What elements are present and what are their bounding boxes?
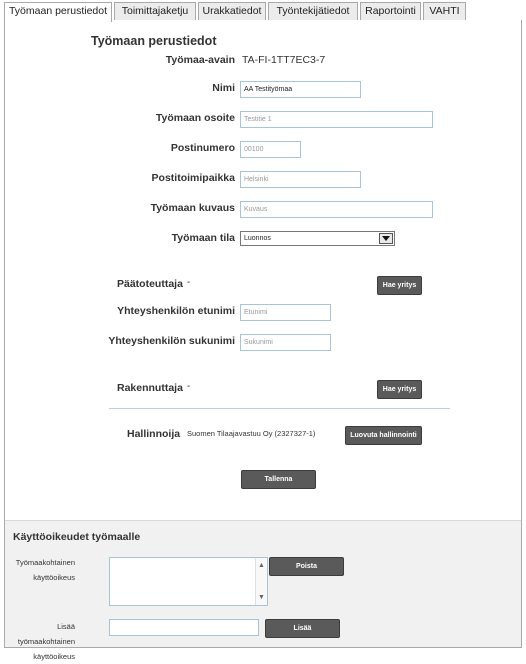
contact-first-name-label: Yhteyshenkilön etunimi xyxy=(117,305,235,317)
tab-contract-info[interactable]: Urakkatiedot xyxy=(198,2,266,21)
permissions-section xyxy=(5,520,521,661)
add-right-button[interactable]: Lisää xyxy=(265,619,340,638)
divider xyxy=(109,408,450,409)
status-label: Työmaan tila xyxy=(171,232,235,244)
site-key-value: TA-FI-1TT7EC3-7 xyxy=(242,54,326,66)
scroll-down-icon[interactable]: ▼ xyxy=(258,594,265,601)
name-input[interactable]: AA Testityömaa xyxy=(240,81,361,98)
tab-site-basics[interactable]: Työmaan perustiedot xyxy=(4,2,112,22)
scroll-up-icon[interactable]: ▲ xyxy=(258,562,265,569)
contact-last-name-input[interactable]: Sukunimi xyxy=(240,334,331,351)
site-rights-label xyxy=(5,555,75,585)
contact-first-name-input[interactable]: Etunimi xyxy=(240,304,331,321)
tab-vahti[interactable]: VAHTI xyxy=(423,2,466,21)
add-right-label-line1: Lisää työmaakohtainen xyxy=(17,622,75,646)
admin-label: Hallinnoija xyxy=(127,428,181,440)
builder-value: - xyxy=(187,381,191,392)
contact-last-name-label: Yhteyshenkilön sukunimi xyxy=(108,335,235,347)
address-label: Työmaan osoite xyxy=(155,112,235,124)
city-label: Postitoimipaikka xyxy=(151,172,235,184)
section-title: Työmaan perustiedot xyxy=(91,34,217,48)
add-right-label xyxy=(5,619,75,664)
postal-code-label: Postinumero xyxy=(170,142,235,154)
site-rights-label-line2: käyttöoikeus xyxy=(33,573,75,582)
site-rights-label-line1: Työmaakohtainen xyxy=(15,558,75,567)
postal-code-input[interactable]: 00100 xyxy=(240,141,301,158)
city-input[interactable]: Helsinki xyxy=(240,171,361,188)
tab-worker-info[interactable]: Työntekijätiedot xyxy=(268,2,358,21)
main-contractor-value: - xyxy=(187,277,191,288)
builder-label: Rakennuttaja xyxy=(117,382,183,394)
status-select-value: Luonnos xyxy=(244,235,271,242)
add-right-label-line2: käyttöoikeus xyxy=(33,652,75,661)
name-label: Nimi xyxy=(212,82,235,94)
site-key-label: Työmaa-avain xyxy=(165,54,235,66)
admin-value: Suomen Tilaajavastuu Oy (2327327-1) xyxy=(187,429,316,438)
find-builder-button[interactable]: Hae yritys xyxy=(377,380,422,399)
chevron-down-icon[interactable] xyxy=(379,233,393,244)
save-button[interactable]: Tallenna xyxy=(241,470,316,489)
main-contractor-label: Päätoteuttaja xyxy=(117,278,183,290)
remove-right-button[interactable]: Poista xyxy=(269,557,344,576)
transfer-admin-button[interactable]: Luovuta hallinnointi xyxy=(345,426,422,445)
tab-reporting[interactable]: Raportointi xyxy=(360,2,421,21)
list-scrollbar[interactable] xyxy=(255,558,267,605)
site-rights-list[interactable] xyxy=(109,557,268,606)
status-select[interactable] xyxy=(240,231,395,246)
description-label: Työmaan kuvaus xyxy=(150,202,235,214)
address-input[interactable]: Testitie 1 xyxy=(240,111,433,128)
add-right-input[interactable] xyxy=(109,619,259,636)
permissions-title: Käyttöoikeudet työmaalle xyxy=(13,531,141,543)
description-input[interactable]: Kuvaus xyxy=(240,201,433,218)
find-main-contractor-button[interactable]: Hae yritys xyxy=(377,276,422,295)
tab-supplier-chain[interactable]: Toimittajaketju xyxy=(114,2,196,21)
